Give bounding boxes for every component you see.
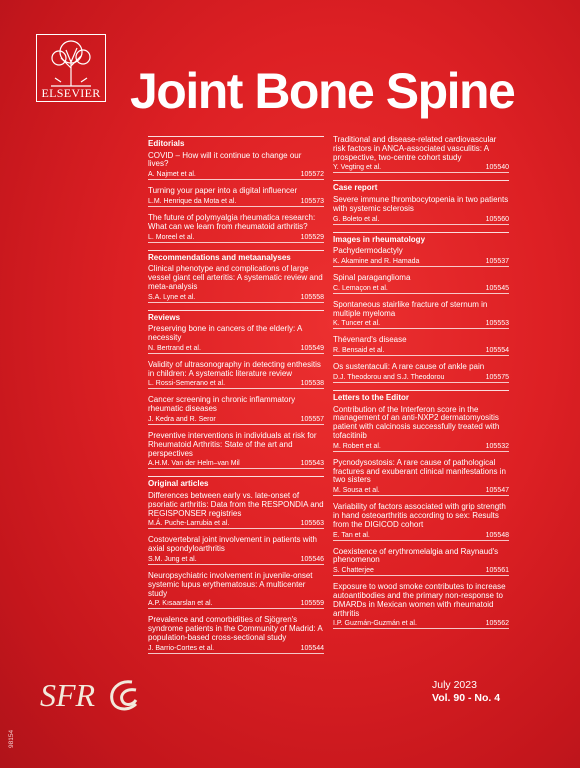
article-entry — [148, 187, 324, 207]
tree-icon — [41, 38, 101, 88]
article-authors: M. Robert et al. — [333, 442, 381, 450]
article-title: Costovertebral joint involvement in patients with axial spondyloarthritis — [148, 535, 317, 554]
article-page: 105546 — [300, 555, 324, 563]
article-title: Spinal paraganglioma — [333, 272, 411, 282]
sfr-logo-text: SFR — [40, 677, 96, 713]
article-title: Clinical phenotype and complications of large vessel giant cell arteritis: A systematic review and meta-analysis — [148, 264, 323, 291]
article-page: 105543 — [300, 460, 324, 468]
article-entry — [333, 459, 509, 496]
article-page: 105557 — [300, 415, 324, 423]
article-page: 105554 — [485, 347, 509, 355]
issue-date: July 2023 — [432, 679, 477, 691]
article-page: 105572 — [300, 171, 324, 179]
section-heading: Original articles — [148, 476, 324, 489]
article-title: Validity of ultrasonography in detecting enthesitis in children: A systematic literature review — [148, 359, 321, 378]
article-entry — [148, 616, 324, 653]
article-authors: A. Najmet et al. — [148, 171, 196, 179]
article-entry — [148, 536, 324, 565]
article-meta — [148, 520, 324, 529]
article-meta — [148, 345, 324, 354]
article-meta — [333, 285, 509, 294]
article-authors: M.Á. Puche-Larrubia et al. — [148, 520, 230, 528]
article-page: 105549 — [300, 344, 324, 352]
article-title: Severe immune thrombocytopenia in two patients with systemic sclerosis — [333, 194, 509, 213]
article-page: 105560 — [485, 215, 509, 223]
article-meta — [148, 600, 324, 609]
article-title: The future of polymyalgia rheumatica research: What can we learn from rheumatoid arthritis? — [148, 212, 316, 231]
article-title: Contribution of the Interferon score in the management of an anti-NXP2 dermatomyositis patient with calcinosis successfully treated with tofacitinib — [333, 404, 500, 440]
contents-left-column — [148, 136, 324, 661]
article-entry — [333, 247, 509, 267]
article-title: Traditional and disease-related cardiovascular risk factors in ANCA-associated vasculitis: A prospective, two-centre cohort study — [333, 135, 497, 162]
article-page: 105538 — [300, 380, 324, 388]
article-meta — [333, 443, 509, 452]
section-heading: Case report — [333, 180, 509, 193]
article-authors: M. Sousa et al. — [333, 487, 380, 495]
article-title: Thévenard's disease — [333, 335, 407, 345]
article-page: 105562 — [485, 620, 509, 628]
section-heading: Recommendations and metaanalyses — [148, 250, 324, 263]
article-entry — [333, 136, 509, 173]
article-title: Cancer screening in chronic inflammatory rheumatic diseases — [148, 395, 296, 414]
article-page: 105573 — [300, 197, 324, 205]
article-title: Pycnodysostosis: A rare cause of pathological fractures and exuberant clinical manifestations in two sisters — [333, 457, 506, 485]
article-page: 105561 — [485, 567, 509, 575]
article-entry — [333, 583, 509, 629]
article-title: Coexistence of erythromelalgia and Raynaud's phenomenon — [333, 546, 499, 565]
article-authors: N. Bertrand et al. — [148, 344, 201, 352]
article-authors: R. Bensaid et al. — [333, 347, 385, 355]
article-authors: C. Lemaçon et al. — [333, 284, 388, 292]
article-page: 105553 — [485, 320, 509, 328]
article-entry — [333, 196, 509, 225]
article-meta — [148, 198, 324, 207]
article-meta — [333, 532, 509, 541]
article-title: Preserving bone in cancers of the elderly: A necessity — [148, 324, 302, 342]
article-meta — [148, 294, 324, 303]
article-title: Os sustentaculi: A rare cause of ankle pain — [333, 362, 485, 372]
article-title: Pachydermodactyly — [333, 246, 403, 256]
article-authors: A.P. Kısaarslan et al. — [148, 600, 213, 608]
article-page: 105575 — [485, 373, 509, 381]
article-title: Differences between early vs. late-onset of psoriatic arthritis: Data from the RESPONDIA and REGISPONSER registries — [148, 490, 324, 518]
article-authors: D.J. Theodorou and S.J. Theodorou — [333, 373, 445, 381]
article-entry — [333, 548, 509, 577]
article-entry — [148, 572, 324, 609]
article-meta — [333, 374, 509, 383]
article-page: 105532 — [485, 442, 509, 450]
article-authors: A.H.M. Van der Helm–van Mil — [148, 460, 240, 468]
article-authors: S.A. Lyne et al. — [148, 293, 196, 301]
article-title: Exposure to wood smoke contributes to increase autoantibodies and the primary non-response to DMARDs in Mexican women with rheumatoid arthritis — [333, 582, 506, 618]
article-page: 105548 — [485, 531, 509, 539]
article-title: Preventive interventions in individuals at risk for Rheumatoid Arthritis: State of the art and perspectives — [148, 430, 317, 458]
article-authors: L.M. Henrique da Mota et al. — [148, 197, 237, 205]
article-meta — [148, 171, 324, 180]
article-entry — [333, 363, 509, 383]
article-meta — [333, 487, 509, 496]
article-meta — [333, 620, 509, 629]
article-page: 105545 — [485, 284, 509, 292]
article-meta — [333, 258, 509, 267]
issue-volume: Vol. 90 - No. 4 — [432, 691, 501, 704]
article-page: 105529 — [300, 233, 324, 241]
article-authors: L. Moreel et al. — [148, 233, 195, 241]
article-page: 105547 — [485, 487, 509, 495]
article-meta — [148, 234, 324, 243]
article-title: Neuropsychiatric involvement in juvenile-onset systemic lupus erythematosus: A multicenter study — [148, 570, 313, 598]
article-meta — [333, 567, 509, 576]
sfr-society-logo — [40, 672, 150, 725]
contents-right-column — [333, 136, 509, 636]
article-meta — [148, 416, 324, 425]
side-code: 98154 — [8, 729, 15, 748]
article-authors: I.P. Guzmán-Guzmán et al. — [333, 620, 417, 628]
article-entry — [148, 492, 324, 529]
article-meta — [333, 347, 509, 356]
article-authors: K. Tuncer et al. — [333, 320, 381, 328]
article-authors: L. Rossi-Semerano et al. — [148, 380, 226, 388]
article-entry — [148, 325, 324, 354]
section-heading: Editorials — [148, 136, 324, 149]
article-authors: Y. Vegting et al. — [333, 164, 382, 172]
article-entry — [333, 336, 509, 356]
article-entry — [148, 432, 324, 469]
article-entry — [333, 274, 509, 294]
article-meta — [333, 216, 509, 225]
article-entry — [148, 396, 324, 425]
article-title: COVID – How will it continue to change our lives? — [148, 150, 302, 169]
article-meta — [148, 645, 324, 654]
article-title: Prevalence and comorbidities of Sjögren's syndrome patients in the Community of Madrid: A population-based cross-sectional study — [148, 615, 323, 642]
article-authors: G. Boleto et al. — [333, 215, 380, 223]
article-meta — [148, 460, 324, 469]
article-authors: E. Tan et al. — [333, 531, 370, 539]
article-page: 105540 — [485, 164, 509, 172]
article-page: 105544 — [300, 644, 324, 652]
journal-title: Joint Bone Spine — [130, 63, 515, 119]
article-authors: S.M. Jung et al. — [148, 555, 197, 563]
article-title: Variability of factors associated with grip strength in hand osteoarthritis according to sex: Results from the DIGICOD cohort — [333, 502, 506, 529]
article-entry — [148, 152, 324, 181]
publisher-name: ELSEVIER — [41, 86, 101, 100]
article-meta — [148, 380, 324, 389]
article-authors: S. Chatterjee — [333, 567, 374, 575]
article-meta — [148, 556, 324, 565]
article-entry — [333, 503, 509, 540]
article-meta — [333, 320, 509, 329]
article-title: Turning your paper into a digital influencer — [148, 186, 298, 196]
section-heading: Images in rheumatology — [333, 232, 509, 245]
article-entry — [333, 406, 509, 452]
article-page: 105563 — [300, 520, 324, 528]
article-entry — [148, 361, 324, 390]
article-entry — [148, 265, 324, 302]
article-page: 105559 — [300, 600, 324, 608]
article-entry — [148, 214, 324, 243]
article-authors: J. Kedra and R. Seror — [148, 415, 216, 423]
article-authors: J. Barrio-Cortes et al. — [148, 644, 215, 652]
section-heading: Reviews — [148, 310, 324, 323]
article-page: 105558 — [300, 293, 324, 301]
issue-info — [432, 679, 500, 704]
article-title: Spontaneous stairlike fracture of sternum in multiple myeloma — [333, 299, 488, 318]
article-entry — [333, 301, 509, 330]
section-heading: Letters to the Editor — [333, 390, 509, 403]
article-meta — [333, 164, 509, 173]
article-authors: K. Akamine and R. Hamada — [333, 257, 420, 265]
article-page: 105537 — [485, 257, 509, 265]
